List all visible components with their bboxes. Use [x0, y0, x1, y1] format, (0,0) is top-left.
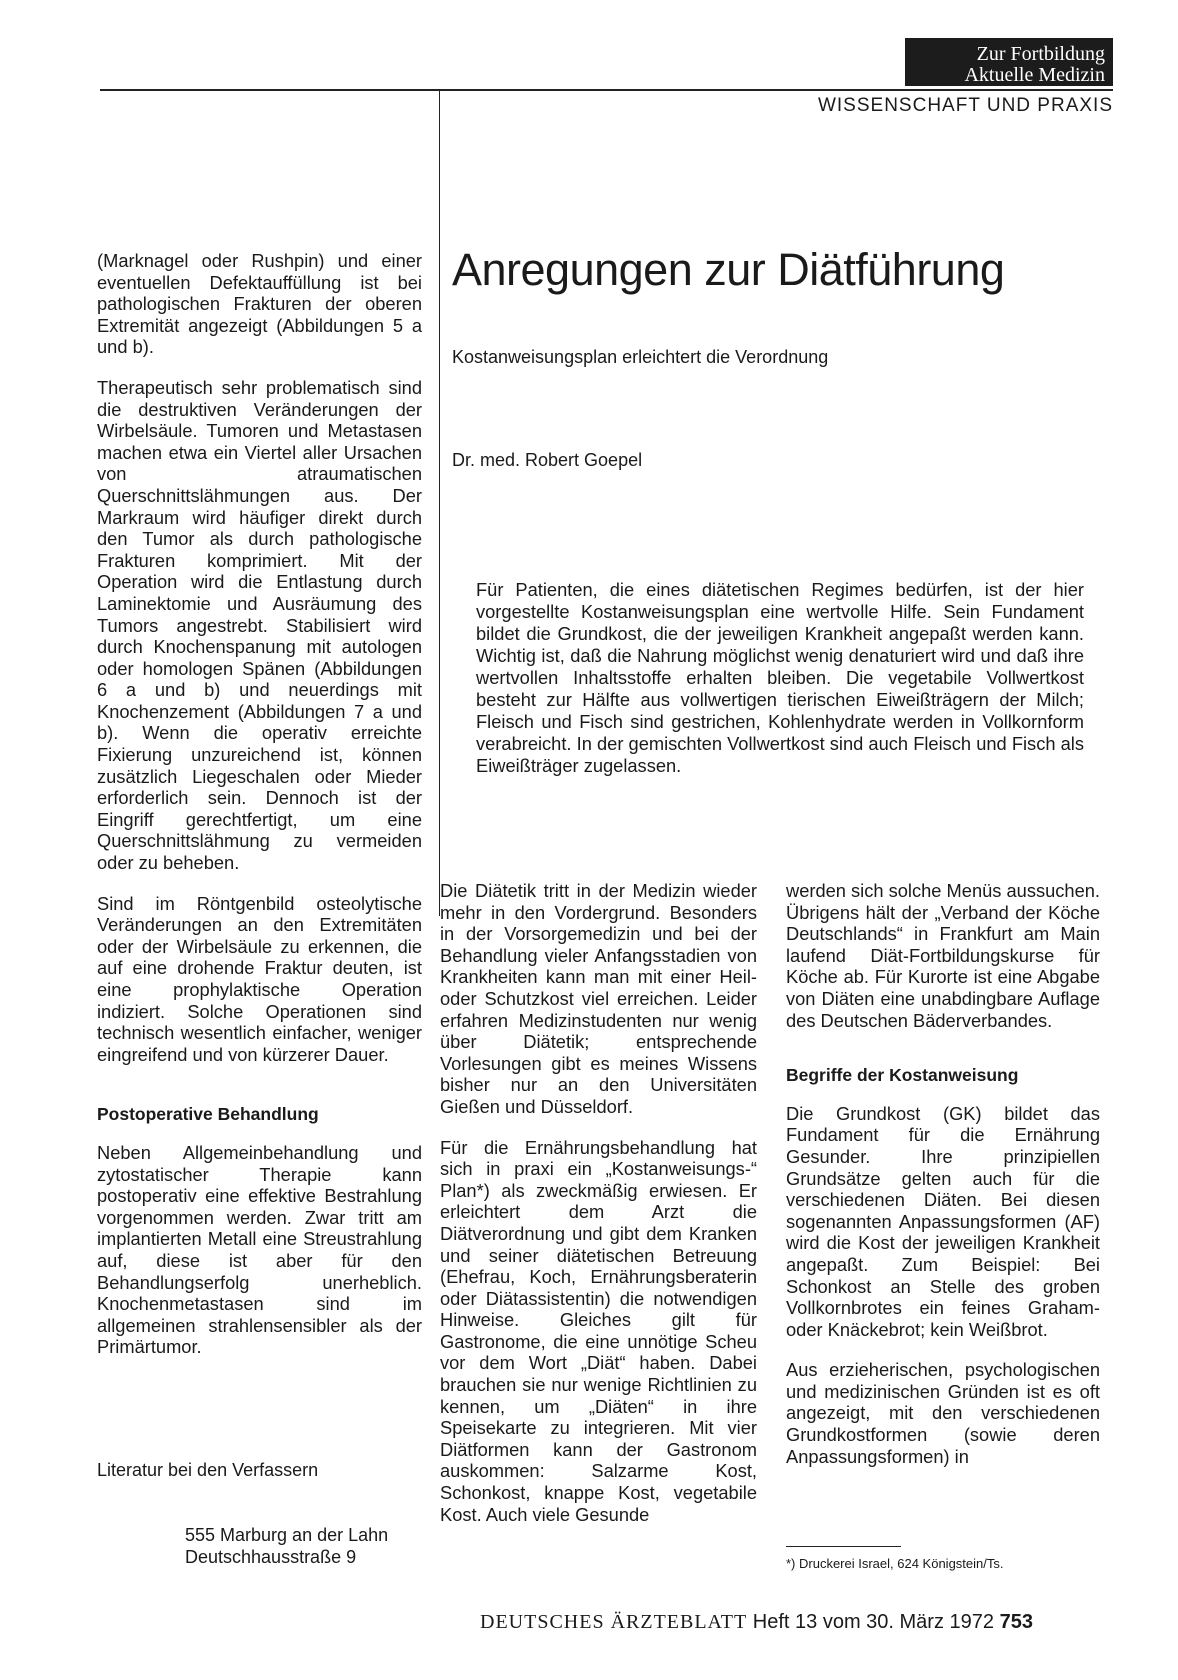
left-paragraph-2: Therapeutisch sehr problematisch sind die destruktiven Veränderungen der Wirbelsäule. Tumoren und Metastasen machen etwa ein Viertel aller Ursachen von atraumatischen Querschnittslähmungen aus. Der Markraum wird häufiger direkt durch den Tumor als durch pathologische Frakturen komprimiert. Mit der Operation wird die Entlastung durch Laminektomie und Ausräumung des Tumors angestrebt. Stabilisiert wird durch Knochenspanung mit autologen oder homologen Spänen (Abbildungen 6 a und b) und neuerdings mit Knochenzement (Abbildungen 7 a und b). Wenn die operativ erreichte Fixierung unzureichend ist, können zusätzlich Liegeschalen oder Mieder erforderlich sein. Dennoch ist der Eingriff gerechtfertigt, um eine Querschnittslähmung zu vermeiden oder zu beheben. [97, 376, 422, 874]
article-title: Anregungen zur Diätführung [452, 244, 1005, 295]
page-number: 753 [999, 1611, 1033, 1633]
right-paragraph-2: Die Grundkost (GK) bildet das Fundament für die Ernährung Gesunder. Ihre prinzipiellen Grundsätze gelten auch für die verschiedenen Diäten. Bei diesen sogenannten Anpassungsformen (AF) wird die Kost der jeweiligen Krankheit angepaßt. Zum Beispiel: Bei Schonkost an Stelle des groben Vollkornbrotes ein feines Graham- oder Knäckebrot; kein Weißbrot. [786, 1102, 1100, 1340]
issue-info: Heft 13 vom 30. März 1972 [752, 1611, 995, 1633]
article-subtitle: Kostanweisungsplan erleichtert die Verordnung [452, 347, 829, 367]
page-footer [480, 1611, 1033, 1634]
section-label: WISSENSCHAFT UND PRAXIS [817, 95, 1113, 116]
left-column [97, 250, 422, 1377]
middle-paragraph-2: Für die Ernährungsbehandlung hat sich in praxi ein „Kostanweisungs-“ Plan*) als zweckmäßig erwiesen. Er erleichtert dem Arzt die Diätverordnung und gibt dem Kranken und seiner diätetischen Betreuung (Ehefrau, Koch, Ernährungsberaterin oder Diätassistentin) die notwendigen Hinweise. Gleiches gilt für Gastronome, die eine unnötige Scheu vor dem Wort „Diät“ haben. Dabei brauchen sie nur wenige Richtlinien zu kennen, um „Diäten“ in ihre Speisekarte zu integrieren. Mit vier Diätformen kann der Gastronom auskommen: Salzarme Kost, Schonkost, knappe Kost, vegetabile Kost. Auch viele Gesunde [440, 1136, 757, 1525]
category-badge [905, 38, 1113, 86]
right-paragraph-1: werden sich solche Menüs aussuchen. Übrigens hält der „Verband der Köche Deutschlands“ in Frankfurt am Main laufend Diät-Fortbildungskurse für Köche ab. Für Kurorte ist eine Abgabe von Diäten eine unabdingbare Auflage des Deutschen Bäderverbandes. [786, 880, 1101, 1031]
badge-line-1: Zur Fortbildung [976, 43, 1105, 65]
left-paragraph-1: (Marknagel oder Rushpin) und einer eventuellen Defektauffüllung ist bei pathologischen Frakturen der oberen Extremität angezeigt (Abbildungen 5 a und b). [97, 250, 422, 358]
left-paragraph-3: Sind im Röntgenbild osteolytische Veränderungen an den Extremitäten oder der Wirbelsäule zu erkennen, die auf eine drohende Fraktur deuten, ist eine prophylaktische Operation indiziert. Solche Operationen sind technisch wesentlich einfacher, weniger eingreifend und von kürzerer Dauer. [97, 892, 422, 1065]
author-address [185, 1524, 388, 1568]
middle-column [440, 880, 757, 1544]
middle-paragraph-1: Die Diätetik tritt in der Medizin wieder mehr in den Vordergrund. Besonders in der Vorsorgemedizin und bei der Behandlung vieler Anfangsstadien von Krankheiten kann man mit einer Heil- oder Schutzkost viel erreichen. Leider erfahren Medizinstudenten nur wenig über Diätetik; entsprechende Vorlesungen gibt es meines Wissens bisher nur an den Universitäten Gießen und Düsseldorf. [440, 880, 757, 1117]
address-line-2: Deutschhausstraße 9 [185, 1547, 357, 1567]
right-heading: Begriffe der Kostanweisung [786, 1065, 1019, 1086]
literature-note: Literatur bei den Verfassern [97, 1460, 319, 1480]
article-abstract: Für Patienten, die eines diätetischen Regimes bedürfen, ist der hier vorgestellte Kostanweisungsplan eine wertvolle Hilfe. Sein Fundament bildet die Grundkost, die der jeweiligen Krankheit angepaßt werden kann. Wichtig ist, daß die Nahrung möglichst wenig denaturiert wird und daß ihre wertvollen Inhaltsstoffe erhalten bleiben. Die vegetabile Vollwertkost besteht zur Hälfte aus vollwertigen tierischen Eiweißträgern der Milch; Fleisch und Fisch sind gestrichen, Kohlenhydrate werden in Vollkornform verabreicht. In der gemischten Vollwertkost sind auch Fleisch und Fisch als Eiweißträger zugelassen. [476, 579, 1084, 776]
badge-line-2: Aktuelle Medizin [964, 64, 1105, 86]
header-rule [100, 89, 1113, 91]
left-heading: Postoperative Behandlung [97, 1104, 319, 1125]
footnote: *) Druckerei Israel, 624 Königstein/Ts. [786, 1556, 1004, 1571]
right-paragraph-3: Aus erzieherischen, psychologischen und medizinischen Gründen ist es oft angezeigt, mit den verschiedenen Grundkostformen (sowie deren Anpassungsformen) in [786, 1359, 1100, 1467]
journal-name: DEUTSCHES ÄRZTEBLATT [480, 1611, 748, 1633]
address-line-1: 555 Marburg an der Lahn [185, 1525, 389, 1545]
column-divider [439, 89, 440, 916]
article-author: Dr. med. Robert Goepel [452, 450, 643, 470]
footnote-rule [786, 1546, 901, 1547]
left-paragraph-4: Neben Allgemeinbehandlung und zytostatischer Therapie kann postoperativ eine effektive Bestrahlung vorgenommen werden. Zwar tritt am implantierten Metall eine Streustrahlung auf, diese ist aber für den Behandlungserfolg unerheblich. Knochenmetastasen sind im allgemeinen strahlensensibler als der Primärtumor. [97, 1141, 422, 1358]
right-column [786, 880, 1100, 1486]
